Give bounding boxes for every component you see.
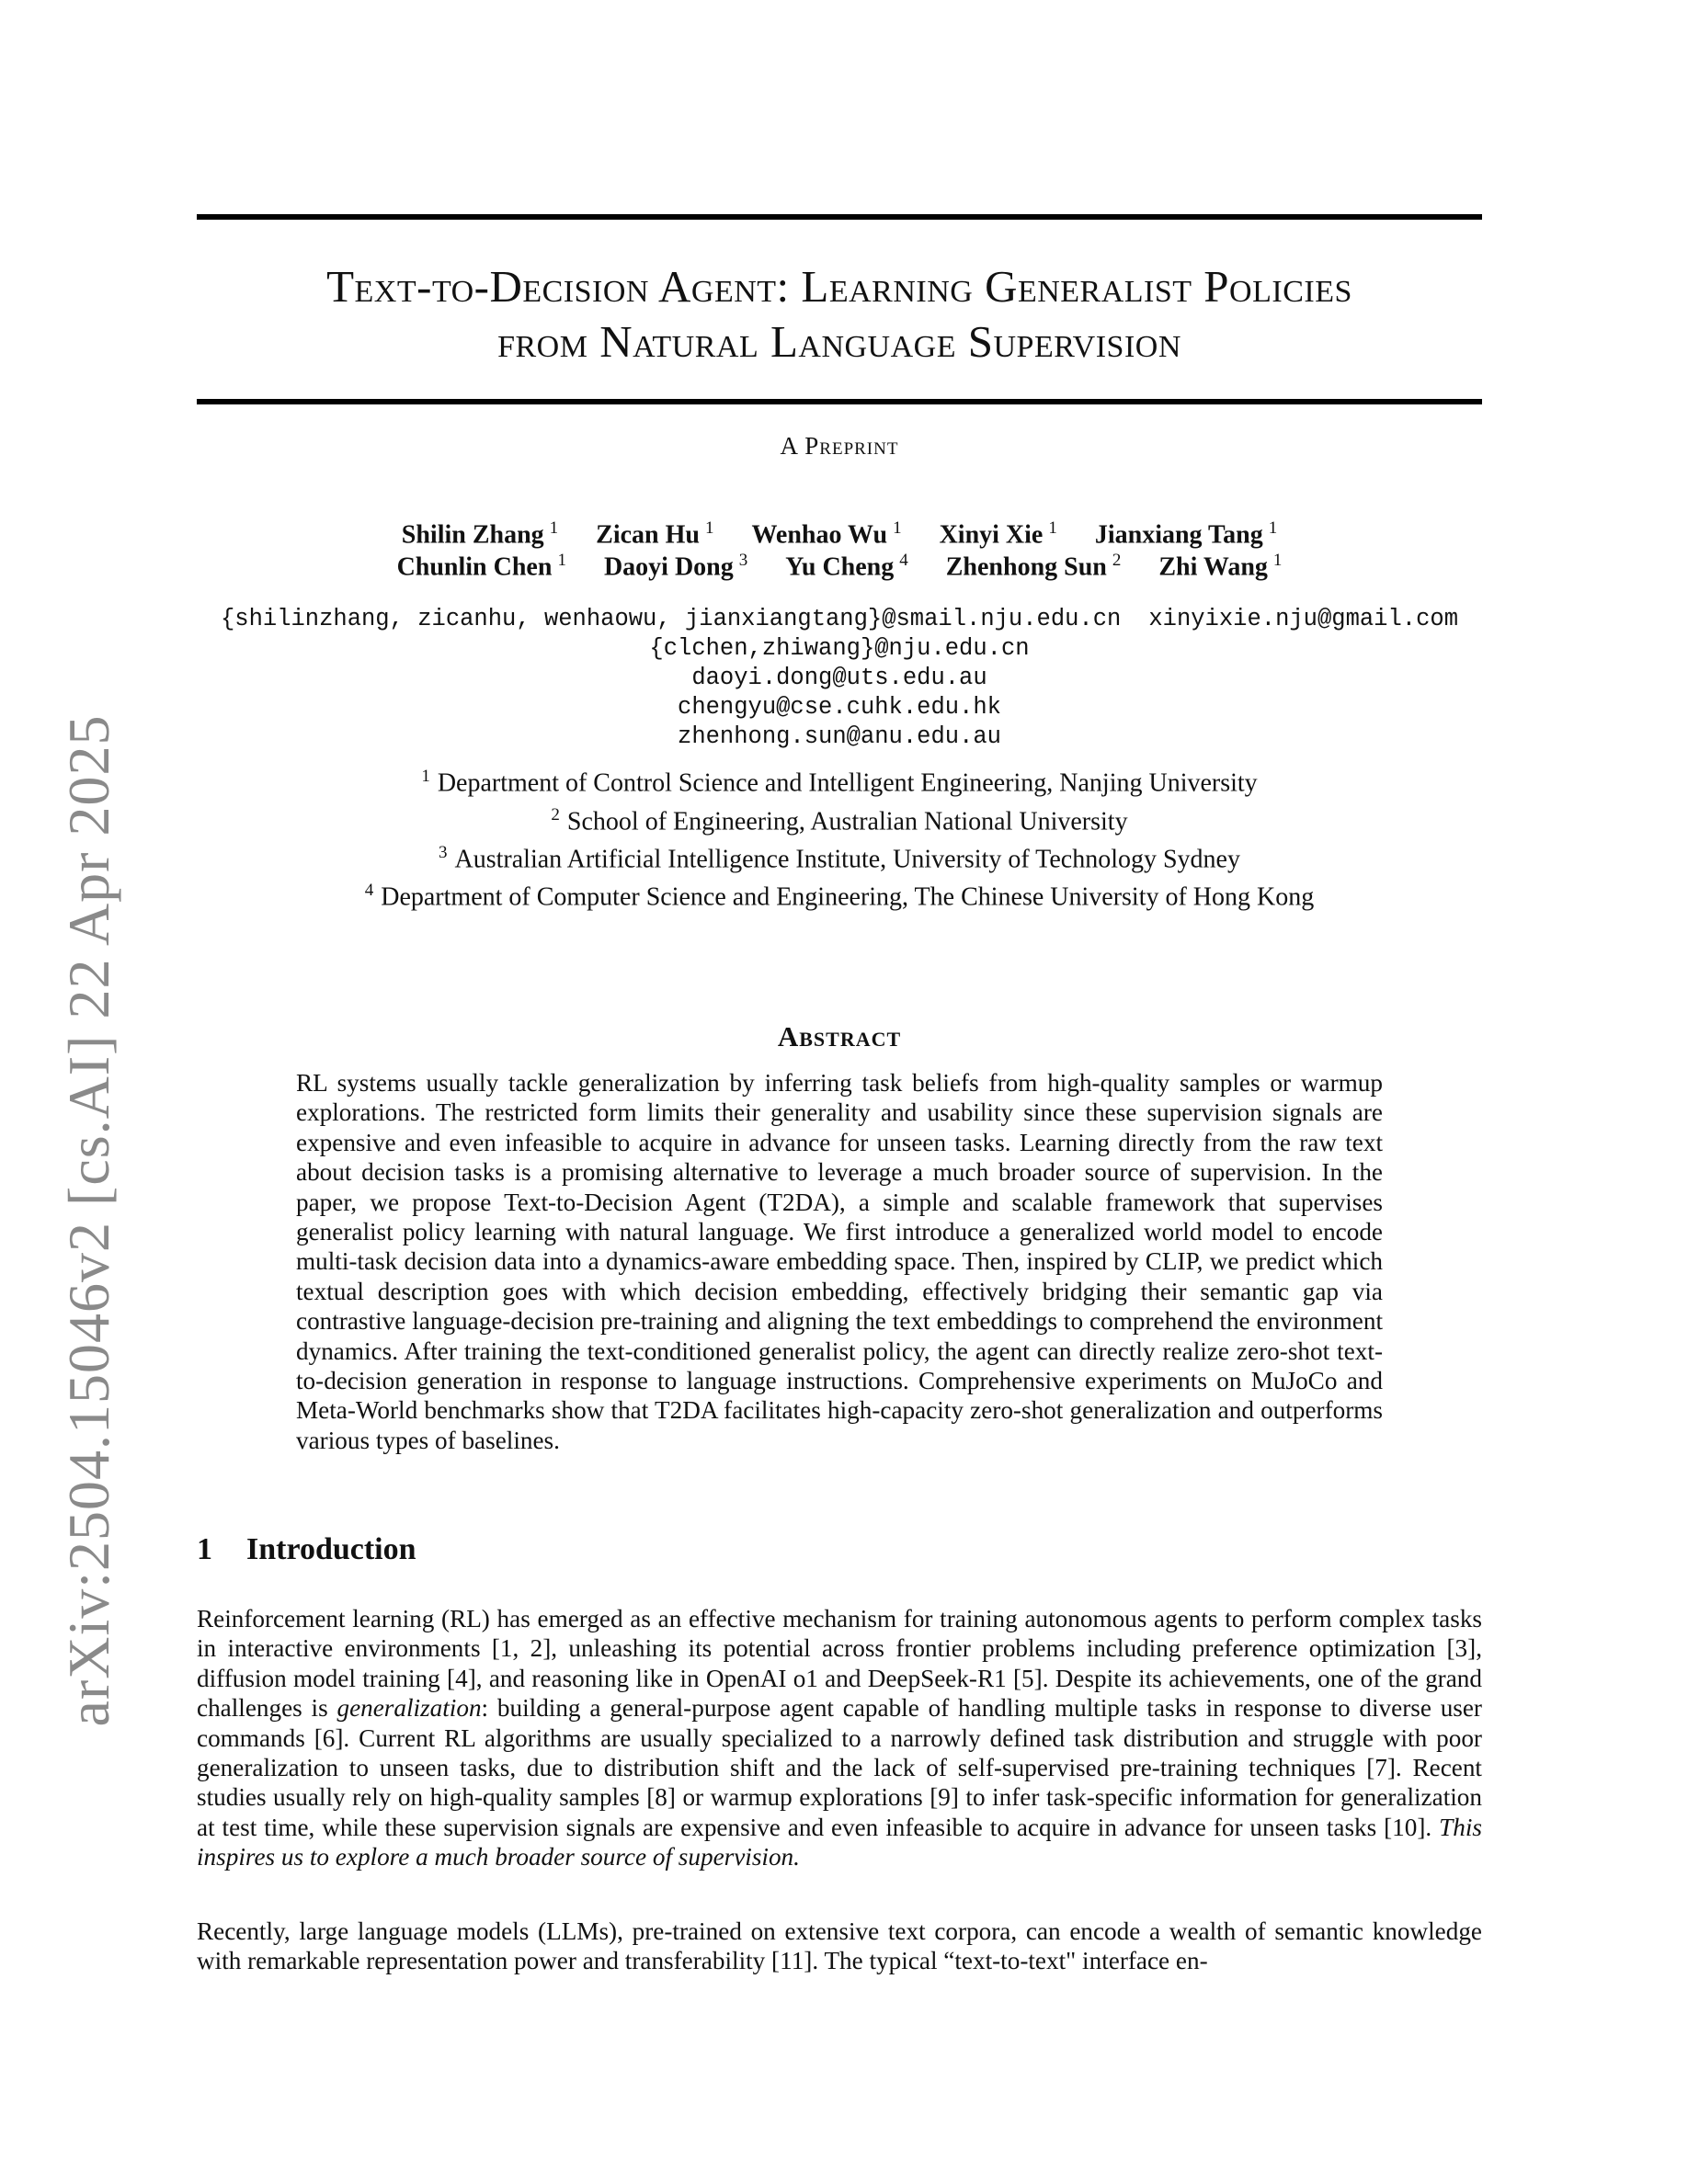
author-list-row-1 [197, 518, 1482, 550]
introduction-paragraph-1 [197, 1604, 1482, 1872]
author-list-row-2 [197, 551, 1482, 582]
emphasized-term: generalization [336, 1694, 482, 1723]
paragraph-text: : building a general-purpose agent capable of handling multiple tasks in response to diverse user commands [6]. Current RL algorithms are usually specialized to a narrowly defined task distribution and struggle with poor generalization to unseen tasks, due to distribution shift and the lack of self-supervised pre-training techniques [7]. Recent studies usually rely on high-quality samples [8] or warmup explorations [9] to infer task-specific information for generalization at test time, while these supervision signals are expensive and even infeasible to acquire in advance for unseen tasks [10]. [197, 1694, 1482, 1841]
title-top-rule [197, 214, 1482, 220]
abstract-body: RL systems usually tackle generalization by inferring task beliefs from high-quality samples or warmup explorations. The restricted form limits their generality and usability since these supervision signals are expensive and even infeasible to acquire in advance for unseen tasks. Learning directly from the raw text about decision tasks is a promising alternative to leverage a much broader source of supervision. In the paper, we propose Text-to-Decision Agent (T2DA), a simple and scalable framework that supervises generalist policy learning with natural language. We first introduce a generalized world model to encode multi-task decision data into a dynamics-aware embedding space. Then, inspired by CLIP, we predict which textual description goes with which decision embedding, effectively bridging their semantic gap via contrastive language-decision pre-training and aligning the text embeddings to comprehend the environment dynamics. After training the text-conditioned generalist policy, the agent can directly realize zero-shot text-to-decision generation in response to language instructions. Comprehensive experiments on MuJoCo and Meta-World benchmarks show that T2DA facilitates high-capacity zero-shot generalization and outperforms various types of baselines. [296, 1069, 1383, 1454]
affiliation [197, 805, 1482, 836]
author [1158, 551, 1282, 582]
email-yu-cheng[interactable]: chengyu@cse.cuhk.edu.hk [678, 694, 1001, 721]
author-name: Zhenhong Sun [945, 552, 1107, 582]
author-affiliation-mark: 1 [557, 551, 566, 570]
affiliation-text: Department of Control Science and Intelligent Engineering, Nanjing University [437, 768, 1258, 798]
paper-title [197, 259, 1482, 370]
section-title: Introduction [246, 1532, 416, 1566]
author [604, 551, 747, 582]
email-nju-faculty[interactable]: {clchen,zhiwang}@nju.edu.cn [649, 635, 1030, 662]
affiliation [197, 881, 1482, 912]
author-name: Wenhao Wu [751, 520, 888, 550]
email-xinyi-xie[interactable]: xinyixie.nju@gmail.com [1148, 606, 1458, 632]
author [596, 518, 713, 550]
paper-title-line-2: from Natural Language Supervision [497, 316, 1181, 367]
author [1095, 518, 1277, 550]
paragraph-text: Reinforcement learning (RL) has emerged as an effective mechanism for training autonomous agents to perform complex tasks in interactive environments [1, 2], unleashing its potential across frontier problems including preference optimization [3], diffusion model training [4], and reasoning like in OpenAI o1 and DeepSeek-R1 [5]. Despite its achievements, one of the grand challenges is [197, 1605, 1482, 1723]
affiliation [197, 843, 1482, 874]
author-affiliation-mark: 4 [899, 551, 908, 570]
abstract-heading: Abstract [777, 1020, 902, 1052]
author-affiliation-mark: 1 [1048, 518, 1057, 538]
email-daoyi-dong[interactable]: daoyi.dong@uts.edu.au [691, 665, 987, 691]
author-affiliation-mark: 1 [704, 518, 714, 538]
title-bottom-rule [197, 399, 1482, 404]
affiliation-text: Department of Computer Science and Engineering, The Chinese University of Hong Kong [381, 882, 1315, 912]
author-name: Daoyi Dong [603, 552, 734, 582]
author [940, 518, 1057, 550]
paper-title-line-1: Text-to-Decision Agent: Learning Generalist Policies [326, 261, 1352, 312]
author-name: Chunlin Chen [396, 552, 553, 582]
email-zhenhong-sun[interactable]: zhenhong.sun@anu.edu.au [678, 723, 1001, 750]
affiliation-number: 4 [364, 881, 374, 900]
arxiv-identifier: arXiv:2504.15046v2 [cs.AI] 22 Apr 2025 [56, 714, 121, 1727]
author [397, 551, 566, 582]
author-affiliation-mark: 1 [549, 518, 559, 538]
author [785, 551, 908, 582]
author-affiliation-mark: 3 [738, 551, 748, 570]
introduction-paragraph-2: Recently, large language models (LLMs), pre-trained on extensive text corpora, can encode a wealth of semantic knowledge with remarkable representation power and transferability [11]. The typical “text-to-text" interface en- [197, 1917, 1482, 1975]
emphasized-sentence: This inspires us to explore a much broader source of supervision. [197, 1813, 1482, 1871]
author-name: Zhi Wang [1158, 552, 1268, 582]
affiliation-number: 2 [551, 805, 560, 825]
author-name: Xinyi Xie [939, 520, 1044, 550]
author [946, 551, 1122, 582]
section-heading-introduction [197, 1532, 416, 1567]
affiliation-text: Australian Artificial Intelligence Institute, University of Technology Sydney [454, 845, 1240, 874]
author [402, 518, 558, 550]
affiliation [197, 767, 1482, 798]
affiliation-number: 1 [421, 767, 430, 786]
preprint-label: A Preprint [780, 432, 899, 460]
author-affiliation-mark: 2 [1112, 551, 1122, 570]
affiliation-text: School of Engineering, Australian National University [566, 807, 1128, 836]
author-affiliation-mark: 1 [893, 518, 902, 538]
email-row-1 [197, 606, 1482, 632]
email-nju-students[interactable]: {shilinzhang, zicanhu, wenhaowu, jianxiangtang}@smail.nju.edu.cn [220, 606, 1122, 632]
section-number: 1 [197, 1532, 212, 1566]
author-affiliation-mark: 1 [1272, 551, 1283, 570]
author-name: Jianxiang Tang [1094, 520, 1263, 550]
affiliation-number: 3 [439, 843, 448, 862]
author-affiliation-mark: 1 [1268, 518, 1278, 538]
author-name: Zican Hu [596, 520, 700, 550]
author-name: Shilin Zhang [401, 520, 544, 550]
author [751, 518, 901, 550]
author-name: Yu Cheng [785, 552, 895, 582]
